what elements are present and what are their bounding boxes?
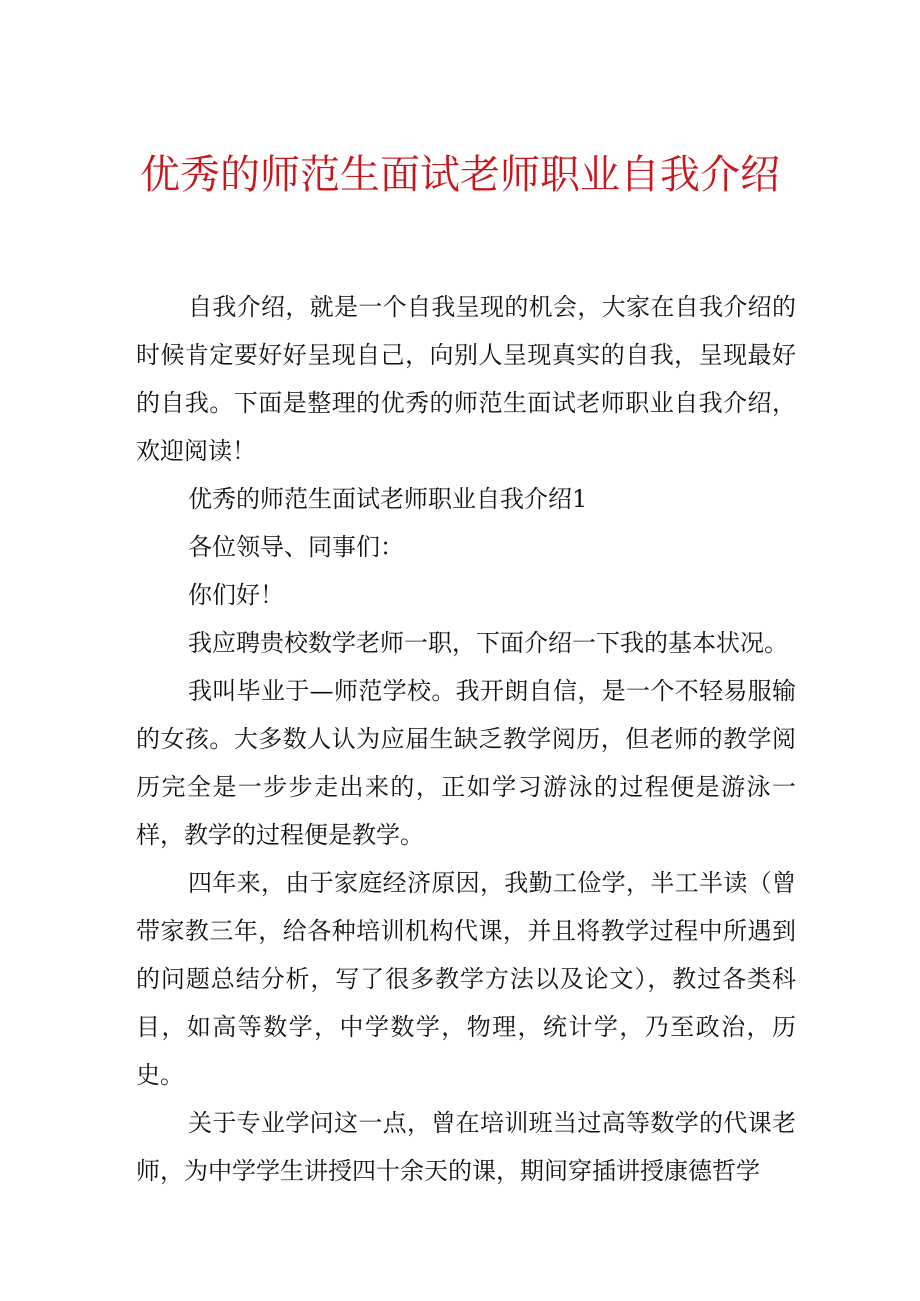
paragraph-position: 我应聘贵校数学老师一职，下面介绍一下我的基本状况。 bbox=[188, 629, 788, 657]
document-title: 优秀的师范生面试老师职业自我介绍 bbox=[140, 152, 780, 198]
paragraph-experience: 四年来，由于家庭经济原因，我勤工俭学，半工半读（曾带家教三年，给各种培训机构代课，并且将教学过程中所遇到的问题总结分析，写了很多教学方法以及论文），教过各类科目，如高等数学，中学数学，物理，统计学，乃至政治，历史。 bbox=[136, 869, 796, 1089]
paragraph-greeting: 你们好！ bbox=[188, 581, 284, 609]
paragraph-intro: 自我介绍，就是一个自我呈现的机会，大家在自我介绍的时候肯定要好好呈现自己，向别人呈现真实的自我，呈现最好的自我。下面是整理的优秀的师范生面试老师职业自我介绍，欢迎阅读！ bbox=[136, 293, 796, 465]
paragraph-background: 我叫毕业于—师范学校。我开朗自信，是一个不轻易服输的女孩。大多数人认为应届生缺乏教学阅历，但老师的教学阅历完全是一步步走出来的，正如学习游泳的过程便是游泳一样，教学的过程便是教学。 bbox=[136, 677, 796, 849]
paragraph-expertise: 关于专业学问这一点，曾在培训班当过高等数学的代课老师，为中学学生讲授四十余天的课，期间穿插讲授康德哲学 bbox=[136, 1109, 796, 1185]
paragraph-salutation: 各位领导、同事们： bbox=[188, 533, 404, 561]
document-body bbox=[136, 283, 796, 1195]
paragraph-section-heading: 优秀的师范生面试老师职业自我介绍1 bbox=[188, 485, 588, 513]
